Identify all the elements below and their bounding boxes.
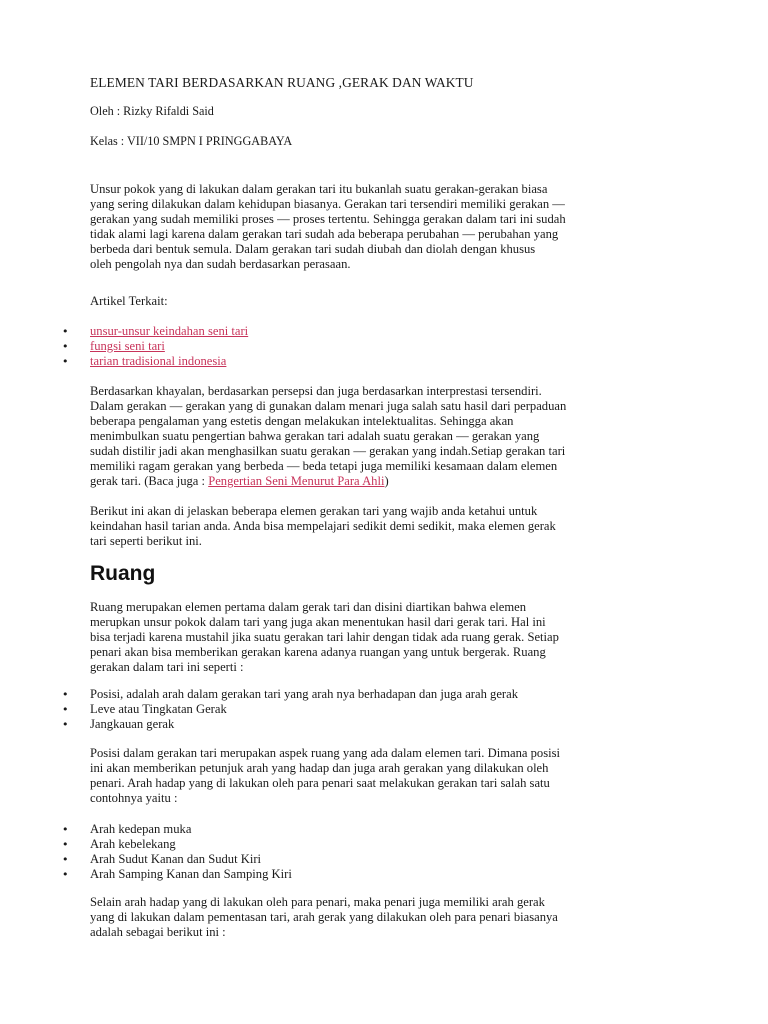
text-line: memiliki ragam gerakan yang berbeda — beda tetapi juga memiliki kesamaan dalam elemen [90, 459, 558, 473]
text-line: oleh pengolah nya dan sudah berdasarkan perasaan. [90, 257, 351, 271]
text-line: tidak alami lagi karena dalam gerakan tari sudah ada beberapa perubahan — perubahan yang [90, 227, 559, 241]
text-span: ) [384, 474, 389, 488]
paragraph-berdasarkan [90, 384, 690, 489]
text-line: Berikut ini akan di jelaskan beberapa elemen gerakan tari yang wajib anda ketahui untuk [90, 504, 538, 518]
text-line: yang di lakukan dalam pementasan tari, arah gerak yang dilakukan oleh para penari biasanya [90, 910, 558, 924]
list-item: • Arah Sudut Kanan dan Sudut Kiri [62, 852, 702, 867]
related-link-tarian[interactable]: tarian tradisional indonesia [90, 354, 227, 368]
list-item: • Arah Samping Kanan dan Samping Kiri [62, 867, 702, 882]
list-item: • Arah kebelekang [62, 837, 702, 852]
text-line: contohnya yaitu : [90, 791, 178, 805]
text-line: Berdasarkan khayalan, berdasarkan persepsi dan juga berdasarkan interprestasi tersendiri. [90, 384, 542, 398]
list-item: • Jangkauan gerak [62, 717, 702, 732]
document-title: ELEMEN TARI BERDASARKAN RUANG ,GERAK DAN WAKTU [90, 75, 474, 90]
text-line: Unsur pokok yang di lakukan dalam gerakan tari itu bukanlah suatu gerakan-gerakan biasa [90, 182, 548, 196]
list-item [62, 339, 702, 354]
related-link-fungsi[interactable]: fungsi seni tari [90, 339, 165, 353]
heading-ruang: Ruang [90, 562, 156, 585]
arah-hadap-list [62, 822, 702, 882]
text-line: beberapa pengalaman yang estetis dengan melakukan intelektualitas. Sehingga akan [90, 414, 514, 428]
text-line: penari. Arah hadap yang di lakukan oleh para penari saat melakukan gerakan tari salah satu [90, 776, 550, 790]
paragraph-ruang [90, 600, 690, 675]
text-line: Dalam gerakan — gerakan yang di gunakan dalam menari juga salah satu hasil dari perpaduan [90, 399, 567, 413]
text-line: bisa terjadi karena mustahil jika suatu gerakan tari lahir dengan tidak ada ruang gerak. Setiap [90, 630, 559, 644]
text-line: yang sering dilakukan dalam kehidupan biasanya. Gerakan tari tersendiri memiliki gerakan — [90, 197, 565, 211]
paragraph-posisi [90, 746, 690, 806]
list-item: • Arah kedepan muka [62, 822, 702, 837]
list-item: • Posisi, adalah arah dalam gerakan tari yang arah nya berhadapan dan juga arah gerak [62, 687, 702, 702]
link-pengertian-seni[interactable]: Pengertian Seni Menurut Para Ahli [208, 474, 385, 488]
text-line: merupkan unsur pokok dalam tari yang juga akan menentukan hasil dari gerak tari. Hal ini [90, 615, 546, 629]
text-line: Ruang merupakan elemen pertama dalam gerak tari dan disini diartikan bahwa elemen [90, 600, 527, 614]
class-line: Kelas : VII/10 SMPN I PRINGGABAYA [90, 134, 293, 148]
related-articles-label: Artikel Terkait: [90, 294, 168, 308]
text-line: gerakan yang sudah memiliki proses — proses tertentu. Sehingga gerakan dalam tari ini sudah [90, 212, 566, 226]
text-line: tari seperti berikut ini. [90, 534, 202, 548]
text-line: sudah distilir jadi akan menghasilkan suatu gerakan — gerakan yang indah.Setiap gerakan tari [90, 444, 566, 458]
text-line [90, 474, 690, 489]
text-line: gerakan dalam tari ini seperti : [90, 660, 244, 674]
list-item [62, 354, 702, 369]
paragraph-arah-gerak [90, 895, 690, 940]
related-link-unsur[interactable]: unsur-unsur keindahan seni tari [90, 324, 249, 338]
list-item [62, 324, 702, 339]
paragraph-berikut [90, 504, 690, 549]
text-span: gerak tari. (Baca juga : [90, 474, 209, 488]
text-line: adalah sebagai berikut ini : [90, 925, 226, 939]
text-line: ini akan memberikan petunjuk arah yang hadap dan juga arah gerakan yang dilakukan oleh [90, 761, 549, 775]
author-line: Oleh : Rizky Rifaldi Said [90, 104, 214, 118]
text-line: penari akan bisa memberikan gerakan karena adanya ruangan yang untuk bergerak. Ruang [90, 645, 546, 659]
ruang-list [62, 687, 702, 732]
text-line: keindahan hasil tarian anda. Anda bisa mempelajari sedikit demi sedikit, maka elemen gerak [90, 519, 556, 533]
text-line: berbeda dari bentuk semula. Dalam gerakan tari sudah diubah dan diolah dengan khusus [90, 242, 536, 256]
related-articles-list [62, 324, 702, 369]
text-line: Selain arah hadap yang di lakukan oleh para penari, maka penari juga memiliki arah gerak [90, 895, 545, 909]
intro-paragraph [90, 182, 690, 272]
text-line: menimbulkan suatu pengertian bahwa gerakan tari adalah suatu gerakan — gerakan yang [90, 429, 540, 443]
text-line: Posisi dalam gerakan tari merupakan aspek ruang yang ada dalam elemen tari. Dimana posisi [90, 746, 561, 760]
list-item: • Leve atau Tingkatan Gerak [62, 702, 702, 717]
